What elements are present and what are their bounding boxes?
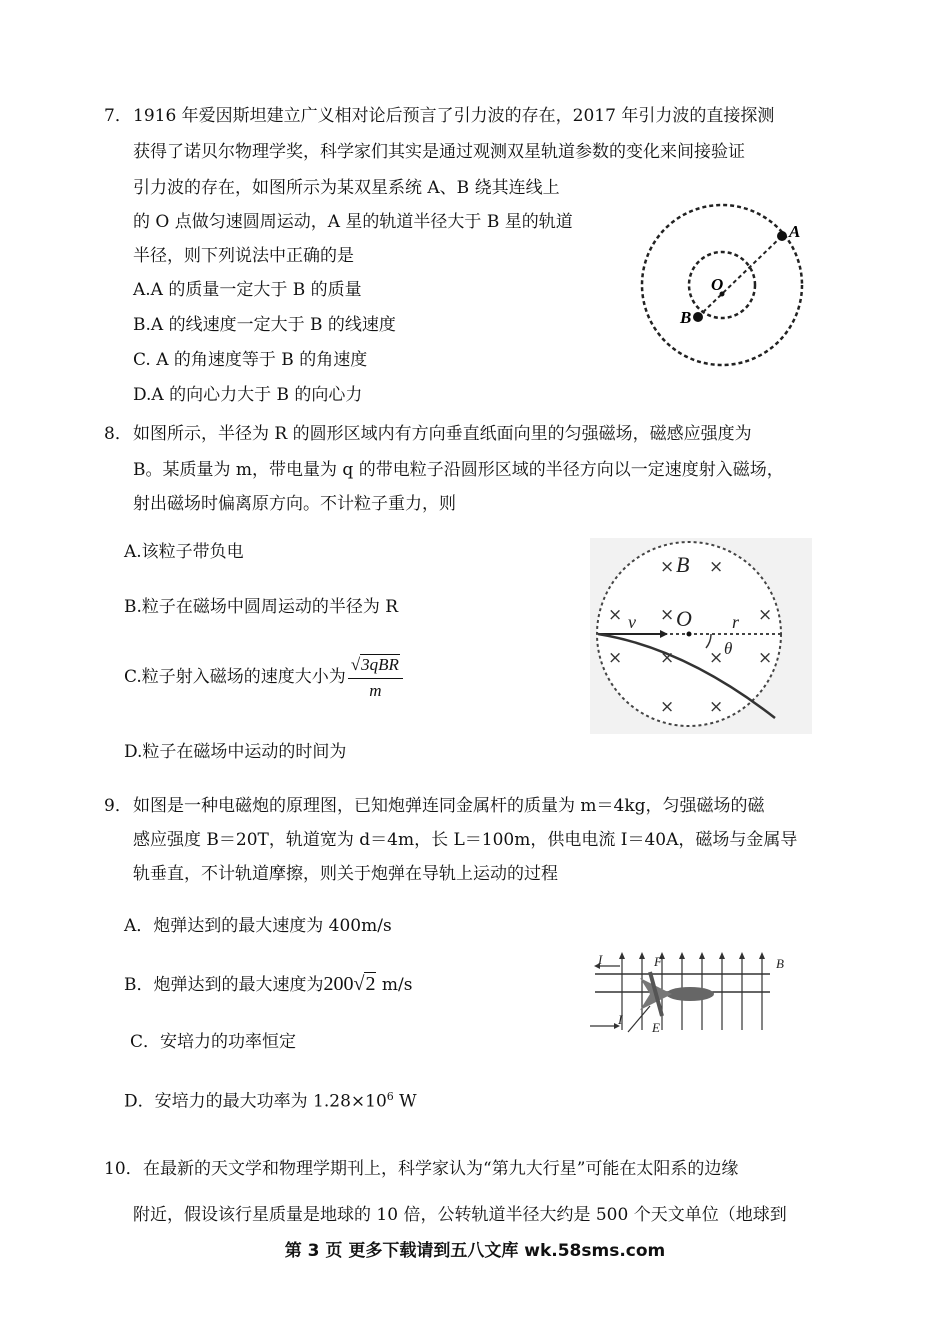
- label-b: B: [680, 308, 692, 327]
- label-i-top: I: [598, 952, 603, 967]
- q7-line-4: 的 O 点做匀速圆周运动，A 星的轨道半径大于 B 星的轨道: [133, 212, 573, 232]
- cross: ×: [758, 648, 773, 668]
- q8-line-1: 如图所示，半径为 R 的圆形区域内有方向垂直纸面向里的匀强磁场，磁感应强度为: [133, 424, 752, 444]
- q9-option-b-coefficient: 200: [323, 973, 354, 995]
- label-b: B: [776, 956, 784, 971]
- q7-line-3: 引力波的存在，如图所示为某双星系统 A、B 绕其连线上: [133, 178, 560, 198]
- q8-option-c-text: C.粒子射入磁场的速度大小为: [124, 667, 346, 687]
- cross: ×: [660, 605, 675, 625]
- q9-line-1: 如图是一种电磁炮的原理图，已知炮弹连同金属杆的质量为 m＝4kg，匀强磁场的磁: [133, 796, 765, 816]
- q7-line-2: 获得了诺贝尔物理学奖，科学家们其实是通过观测双星轨道参数的变化来间接验证: [133, 142, 745, 162]
- q8-option-c-fraction: $\frac{\text{√3qBR}}{m}$: [348, 652, 403, 703]
- q9-line-3: 轨垂直，不计轨道摩擦，则关于炮弹在导轨上运动的过程: [133, 864, 558, 884]
- q7-binary-star-figure: [636, 200, 816, 380]
- cross: ×: [660, 648, 675, 668]
- q7-line-1: 1916 年爱因斯坦建立广义相对论后预言了引力波的存在，2017 年引力波的直接探测: [133, 106, 775, 126]
- q8-line-3: 射出磁场时偏离原方向。不计粒子重力，则: [133, 494, 456, 514]
- q7-option-c: C. A 的角速度等于 B 的角速度: [133, 350, 368, 370]
- q10-number: 10．: [104, 1159, 143, 1179]
- projectile-body: [666, 987, 714, 1001]
- q9-line-2: 感应强度 B＝20T，轨道宽为 d＝4m，长 L＝100m，供电电流 I＝40A，磁场与金属导: [133, 830, 798, 850]
- cross: ×: [660, 557, 675, 577]
- q9-option-b-text: B．炮弹达到的最大速度为: [124, 975, 324, 995]
- feed-wire: [628, 1006, 650, 1032]
- cross: ×: [758, 605, 773, 625]
- q8-option-c: [124, 652, 403, 703]
- q9-option-c: C．安培力的功率恒定: [130, 1032, 297, 1052]
- q10-line-2: 附近，假设该行星质量是地球的 10 倍，公转轨道半径大约是 500 个天文单位（地球到: [133, 1205, 787, 1225]
- cross: ×: [709, 648, 724, 668]
- q9-option-b: B．炮弹达到的最大速度为200√2 m/s: [124, 973, 413, 995]
- q9-number: 9．: [104, 796, 132, 816]
- q7-line-5: 半径，则下列说法中正确的是: [133, 246, 354, 266]
- q7-option-d: D.A 的向心力大于 B 的向心力: [133, 385, 363, 405]
- q9-option-a: A．炮弹达到的最大速度为 400m/s: [124, 916, 392, 936]
- page-footer: 第 3 页 更多下载请到五八文库 wk.58sms.com: [284, 1241, 666, 1261]
- label-b: B: [676, 552, 690, 577]
- q8-option-c-numerator: 3qBR: [361, 655, 399, 674]
- q8-number: 8．: [104, 424, 132, 444]
- q9-option-b-radicand: 2: [365, 973, 376, 995]
- cross: ×: [660, 697, 675, 717]
- label-f: F: [654, 954, 662, 969]
- q8-option-d: D.粒子在磁场中运动的时间为: [124, 742, 347, 762]
- q9-railgun-figure: [580, 950, 800, 1034]
- field-arrowheads: [619, 952, 765, 959]
- label-o: O: [711, 275, 724, 294]
- q8-magnetic-field-figure: [590, 538, 812, 734]
- label-theta: θ: [724, 639, 733, 658]
- q8-option-c-denominator: m: [369, 681, 382, 700]
- label-a: A: [789, 222, 801, 241]
- cross: ×: [709, 557, 724, 577]
- q7-option-b: B.A 的线速度一定大于 B 的线速度: [133, 315, 396, 335]
- center-o-dot: [687, 632, 692, 637]
- q8-option-b: B.粒子在磁场中圆周运动的半径为 R: [124, 597, 399, 617]
- q7-number: 7．: [104, 106, 132, 126]
- q9-option-b-unit: m/s: [376, 975, 413, 995]
- label-o: O: [676, 606, 692, 631]
- star-b-dot: [693, 312, 703, 322]
- q9-option-d-unit: W: [393, 1091, 417, 1112]
- q7-option-a: A.A 的质量一定大于 B 的质量: [133, 280, 362, 300]
- cross: ×: [709, 697, 724, 717]
- q9-option-d: [124, 1085, 417, 1114]
- label-r: r: [732, 612, 740, 632]
- label-v: v: [628, 612, 636, 632]
- q8-line-2: B。某质量为 m，带电量为 q 的带电粒子沿圆形区域的半径方向以一定速度射入磁场，: [133, 460, 784, 480]
- cross: ×: [608, 605, 623, 625]
- q9-option-d-exponent: 6: [386, 1090, 394, 1103]
- cross: ×: [608, 648, 623, 668]
- star-a-dot: [777, 231, 787, 241]
- label-i-bottom: I: [618, 1012, 623, 1027]
- q9-option-d-text: D．安培力的最大功率为 1.28×10: [124, 1091, 387, 1112]
- q10-line-1: 在最新的天文学和物理学期刊上，科学家认为“第九大行星”可能在太阳系的边缘: [143, 1159, 739, 1179]
- label-e: E: [652, 1020, 660, 1034]
- q8-option-a: A.该粒子带负电: [124, 542, 244, 562]
